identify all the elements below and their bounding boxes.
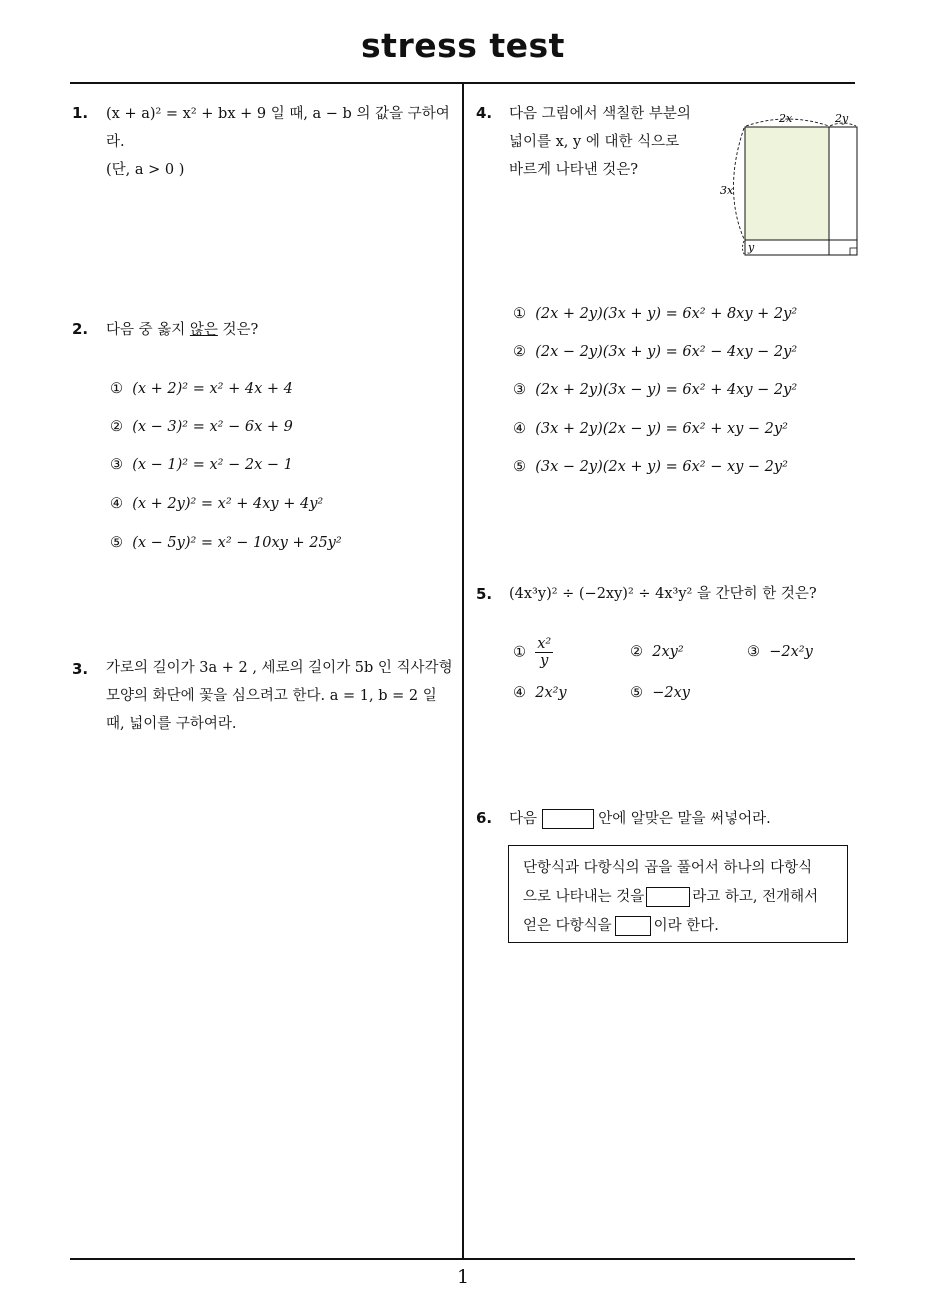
q4-choice-4[interactable]: ④ (3x + 2y)(2x − y) = 6x² + xy − 2y² xyxy=(513,421,788,437)
question-2-prefix: 다음 중 옳지 xyxy=(106,322,190,338)
q5-choice-5[interactable]: ⑤ −2xy xyxy=(630,685,690,701)
question-2-number: 2. xyxy=(72,320,89,338)
q5-choice-3[interactable]: ③ −2x²y xyxy=(747,644,813,660)
q4-choice-3[interactable]: ③ (2x + 2y)(3x − y) = 6x² + 4xy − 2y² xyxy=(513,382,798,398)
question-6-box xyxy=(508,845,848,943)
right-angle-mark xyxy=(850,248,857,255)
question-5-number: 5. xyxy=(476,585,493,603)
brace-3x xyxy=(734,128,745,239)
shaded-region xyxy=(745,127,829,240)
question-1-text: (x + a)² = x² + bx + 9 일 때, a − b 의 값을 구하여라. xyxy=(106,106,450,150)
q4-choice-2[interactable]: ② (2x − 2y)(3x + y) = 6x² − 4xy − 2y² xyxy=(513,344,798,360)
blank-2[interactable] xyxy=(615,916,651,936)
question-4-line-1: 다음 그림에서 색칠한 부분의 xyxy=(509,106,691,122)
fraction: $\frac{\text{x²}}{y}$ xyxy=(537,636,552,669)
question-4-line-2: 넓이를 x, y 에 대한 식으로 xyxy=(509,134,680,150)
q2-choice-4[interactable]: ④ (x + 2y)² = x² + 4xy + 4y² xyxy=(110,496,324,512)
question-6-post: 안에 알맞은 말을 써넣어라. xyxy=(598,811,771,827)
q2-choice-3[interactable]: ③ (x − 1)² = x² − 2x − 1 xyxy=(110,457,293,473)
question-3-line-1: 가로의 길이가 3a + 2 , 세로의 길이가 5b 인 직사각형 xyxy=(106,660,453,676)
question-3-number: 3. xyxy=(72,660,89,678)
question-2-text xyxy=(106,316,258,344)
question-2-underlined: 않은 xyxy=(189,322,218,338)
question-5-text: (4x³y)² ÷ (−2xy)² ÷ 4x³y² 을 간단히 한 것은? xyxy=(509,586,817,602)
column-divider xyxy=(462,83,464,1259)
label-2x: 2x xyxy=(779,112,793,125)
question-4-number: 4. xyxy=(476,104,493,122)
answer-blank[interactable] xyxy=(542,809,594,829)
q5-choice-4[interactable]: ④ 2x²y xyxy=(513,685,567,701)
q5-choice-1[interactable]: ① $\frac{\text{x²}}{y}$ xyxy=(513,636,552,669)
q2-choice-1[interactable]: ① (x + 2)² = x² + 4x + 4 xyxy=(110,381,293,397)
page-title: stress test xyxy=(361,26,565,65)
blank-1[interactable] xyxy=(646,887,690,907)
question-6-text xyxy=(509,805,771,833)
q2-choice-5[interactable]: ⑤ (x − 5y)² = x² − 10xy + 25y² xyxy=(110,535,342,551)
question-6-number: 6. xyxy=(476,809,493,827)
question-1-condition: (단, a > 0 ) xyxy=(106,162,185,178)
question-3 xyxy=(106,654,456,738)
question-1-number: 1. xyxy=(72,104,89,122)
q2-choice-2[interactable]: ② (x − 3)² = x² − 6x + 9 xyxy=(110,419,293,435)
question-4-line-3: 바르게 나타낸 것은? xyxy=(509,162,639,178)
label-2y: 2y xyxy=(835,112,849,125)
q5-choice-2[interactable]: ② 2xy² xyxy=(630,644,684,660)
question-3-line-3: 때, 넓이를 구하여라. xyxy=(106,716,237,732)
box-line-1: 단항식과 다항식의 곱을 풀어서 하나의 다항식 xyxy=(523,860,813,876)
question-4 xyxy=(509,100,709,184)
question-4-figure xyxy=(715,108,865,260)
box-line-2: 으로 나타내는 것을 라고 하고, 전개해서 xyxy=(523,889,819,905)
label-y: y xyxy=(748,241,755,254)
bottom-rule xyxy=(70,1258,855,1260)
q4-choice-1[interactable]: ① (2x + 2y)(3x + y) = 6x² + 8xy + 2y² xyxy=(513,306,798,322)
question-6-pre: 다음 xyxy=(509,811,538,827)
question-2-suffix: 것은? xyxy=(217,322,259,338)
q4-choice-5[interactable]: ⑤ (3x − 2y)(2x + y) = 6x² − xy − 2y² xyxy=(513,459,788,475)
page-number: 1 xyxy=(456,1266,470,1288)
brace-y xyxy=(743,241,745,254)
question-3-line-2: 모양의 화단에 꽃을 심으려고 한다. a = 1, b = 2 일 xyxy=(106,688,437,704)
label-3x: 3x xyxy=(720,184,734,197)
box-line-3: 얻은 다항식을 이라 한다. xyxy=(523,918,719,934)
question-1 xyxy=(106,100,456,184)
